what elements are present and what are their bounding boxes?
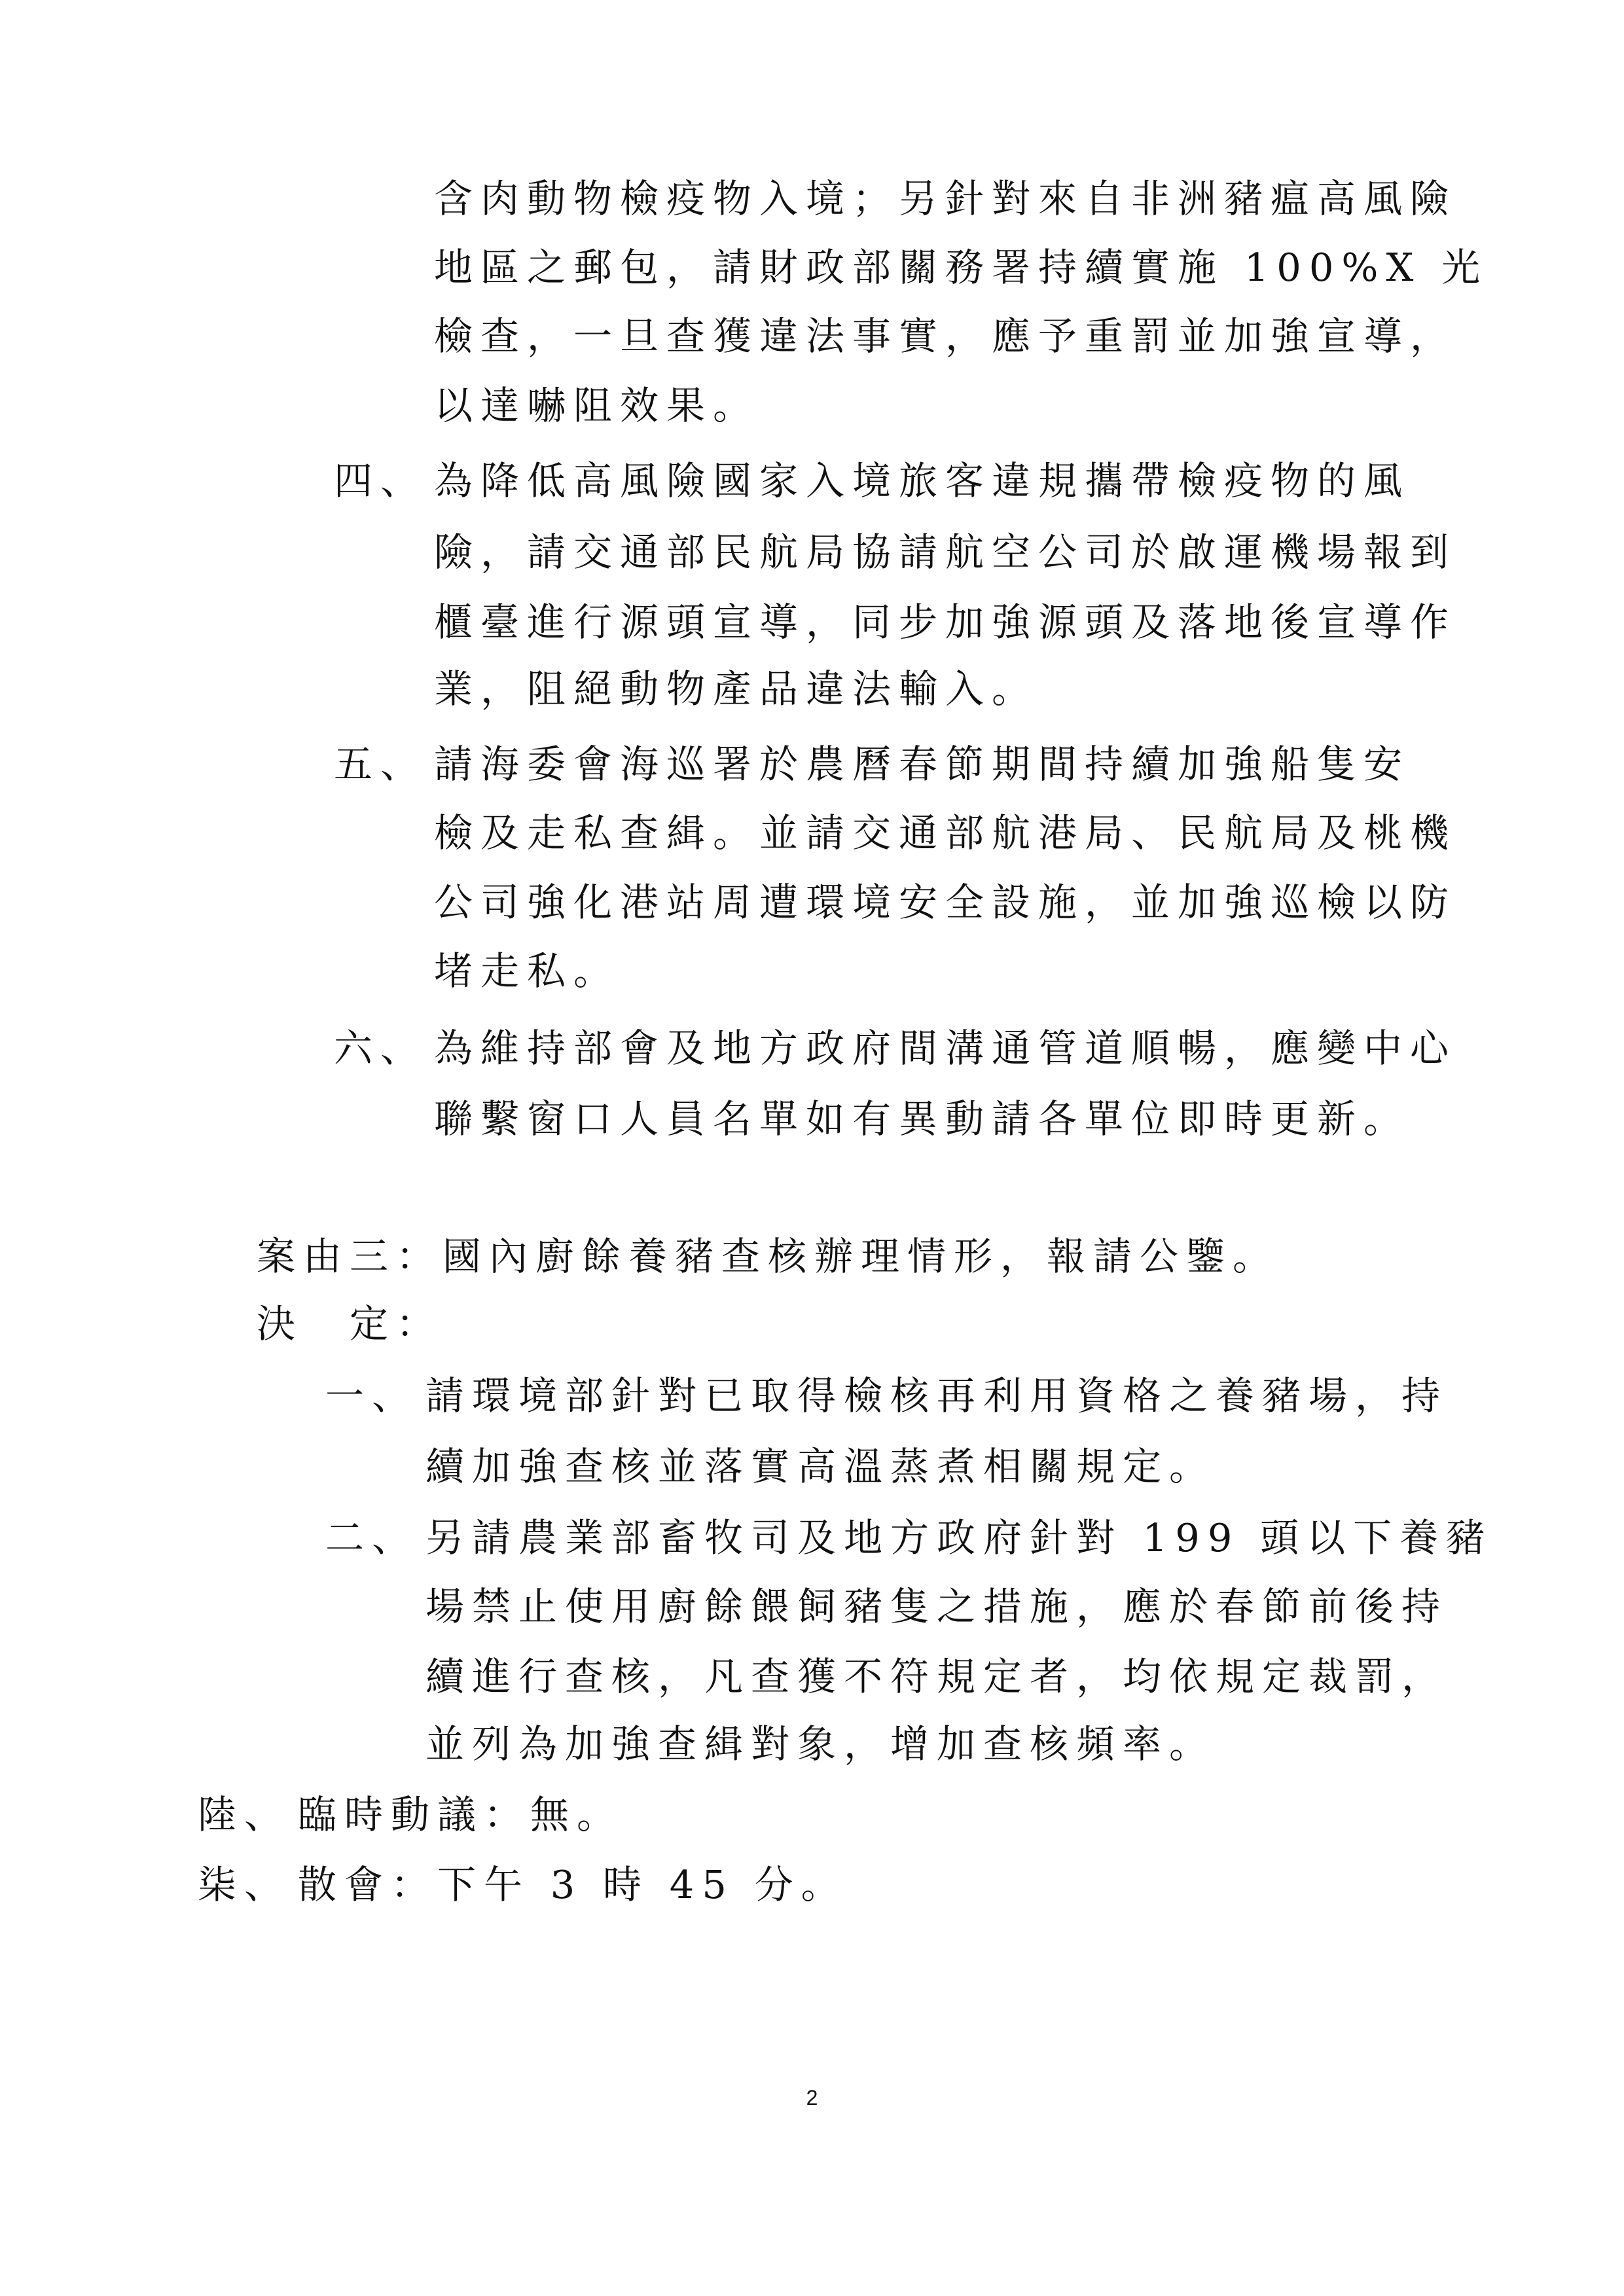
- item3-line-4: 以達嚇阻效果。: [434, 383, 760, 428]
- section7-text: 散會：下午 3 時 45 分。: [298, 1862, 848, 1907]
- item3-line-2: 地區之郵包，請財政部關務署持續實施 100%X 光: [434, 245, 1489, 290]
- case3-item1-line-2: 續加強查核並落實高溫蒸煮相關規定。: [425, 1444, 1216, 1489]
- case3-item1-line-1: 請環境部針對已取得檢核再利用資格之養豬場，持: [425, 1373, 1449, 1418]
- item4-line-1: 為降低高風險國家入境旅客違規攜帶檢疫物的風: [434, 458, 1411, 503]
- item4-line-4: 業，阻絕動物產品違法輸入。: [434, 666, 1039, 711]
- case3-item2-line-1: 另請農業部畜牧司及地方政府針對 199 頭以下養豬: [425, 1515, 1493, 1560]
- case3-item2-line-3: 續進行查核，凡查獲不符規定者，均依規定裁罰，: [425, 1654, 1449, 1699]
- item4-marker: 四、: [334, 458, 427, 503]
- item6-marker: 六、: [334, 1026, 427, 1071]
- section7-marker: 柒、: [198, 1862, 291, 1907]
- item3-line-3: 檢查，一旦查獲違法事實，應予重罰並加強宣導，: [434, 314, 1457, 359]
- case3-heading: 案由三：國內廚餘養豬查核辦理情形，報請公鑒。: [257, 1234, 1280, 1279]
- item4-line-3: 櫃臺進行源頭宣導，同步加強源頭及落地後宣導作: [434, 600, 1457, 645]
- item6-line-1: 為維持部會及地方政府間溝通管道順暢，應變中心: [434, 1026, 1457, 1071]
- item4-line-2: 險，請交通部民航局協請航空公司於啟運機場報到: [434, 529, 1457, 575]
- page-number: 2: [806, 2086, 818, 2109]
- case3-item2-line-4: 並列為加強查緝對象，增加查核頻率。: [425, 1721, 1216, 1767]
- case3-item1-marker: 一、: [325, 1373, 419, 1418]
- item3-line-1: 含肉動物檢疫物入境；另針對來自非洲豬瘟高風險: [434, 176, 1457, 221]
- item5-marker: 五、: [334, 742, 427, 787]
- decision-label: 決 定：: [257, 1301, 443, 1346]
- case3-item2-marker: 二、: [325, 1515, 419, 1560]
- item5-line-4: 堵走私。: [434, 948, 621, 994]
- case3-item2-line-2: 場禁止使用廚餘餵飼豬隻之措施，應於春節前後持: [425, 1584, 1449, 1629]
- item5-line-3: 公司強化港站周遭環境安全設施，並加強巡檢以防: [434, 880, 1457, 925]
- section6-marker: 陸、: [198, 1792, 291, 1837]
- item6-line-2: 聯繫窗口人員名單如有異動請各單位即時更新。: [434, 1096, 1411, 1141]
- item5-line-2: 檢及走私查緝。並請交通部航港局、民航局及桃機: [434, 810, 1457, 855]
- section6-text: 臨時動議：無。: [298, 1792, 624, 1837]
- item5-line-1: 請海委會海巡署於農曆春節期間持續加強船隻安: [434, 742, 1411, 787]
